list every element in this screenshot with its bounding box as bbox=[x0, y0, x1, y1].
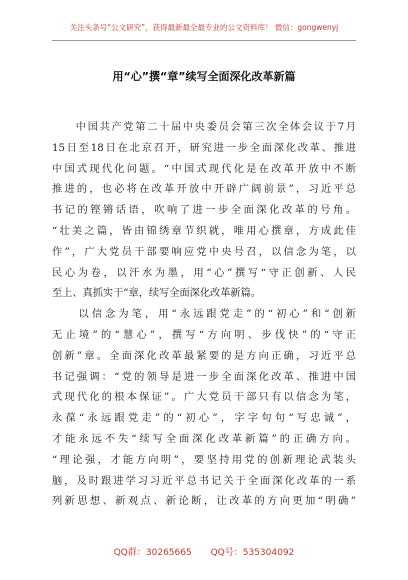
body-line: 书记强调：“党的领导是进一步全面深化改革、推进中国 bbox=[52, 371, 356, 383]
body-line: 书记的铿锵话语，吹响了进一步全面深化改革的号角。 bbox=[52, 205, 356, 217]
body-line: 至上、真抓实干”章，续写全面深化改革新篇。 bbox=[52, 288, 261, 300]
body-line: 才能永远不失“续写全面深化改革新篇”的正确方向。 bbox=[52, 433, 356, 445]
footer-qq-number: QQ号：535304092 bbox=[210, 548, 295, 558]
document-body bbox=[52, 118, 356, 513]
body-line: 中国共产党第二十届中央委员会第三次全体会议于7月 bbox=[52, 122, 356, 133]
document-title: 用“心”撰“章”续写全面深化改革新篇 bbox=[112, 70, 296, 83]
page-footer bbox=[0, 545, 408, 558]
body-line: 列新思想、新观点、新论断，让改革的方向更加“明确” bbox=[52, 496, 356, 508]
body-line: 以信念为笔，用“永远跟党走”的“初心”和“创新 bbox=[52, 309, 356, 321]
body-line: 创新”章。全面深化改革最紧要的是方向正确，习近平总 bbox=[52, 350, 356, 362]
body-line: 15日至18日在北京召开，研究进一步全面深化改革、推进 bbox=[52, 142, 356, 154]
footer-qq-group: QQ群：30265665 bbox=[113, 548, 192, 558]
body-line: 作”，广大党员干部要响应党中央号召，以信念为笔，以 bbox=[52, 246, 356, 258]
body-line: 中国式现代化问题。“中国式现代化是在改革开放中不断 bbox=[52, 163, 356, 175]
body-line: 脑，及时跟进学习习近平总书记关于全面深化改革的一系 bbox=[52, 475, 356, 487]
page-header: 关注头条号“公文研究”，获得最新最全最专业的公文资料库！ 微信：gongwenyj bbox=[69, 23, 339, 32]
body-line: 民心为卷，以汗水为墨，用“心”撰写“守正创新、人民 bbox=[52, 267, 356, 279]
body-line: 式现代化的根本保证”。广大党员干部只有以信念为笔， bbox=[52, 392, 356, 404]
body-line: 永葆“永远跟党走”的“初心”，字字句句“写忠诚”， bbox=[52, 413, 356, 425]
body-line: 推进的，也必将在改革开放中开辟广阔前景”，习近平总 bbox=[52, 184, 356, 196]
header-divider bbox=[52, 40, 356, 41]
body-line: 无止境”的“慧心”，撰写“方向明、步伐快”的“守正 bbox=[52, 329, 356, 341]
body-line: “壮美之篇，皆由锦绣章节织就，唯用心撰章，方成此佳 bbox=[52, 225, 356, 237]
body-line: “理论强，才能方向明”，要坚持用党的创新理论武装头 bbox=[52, 454, 356, 466]
